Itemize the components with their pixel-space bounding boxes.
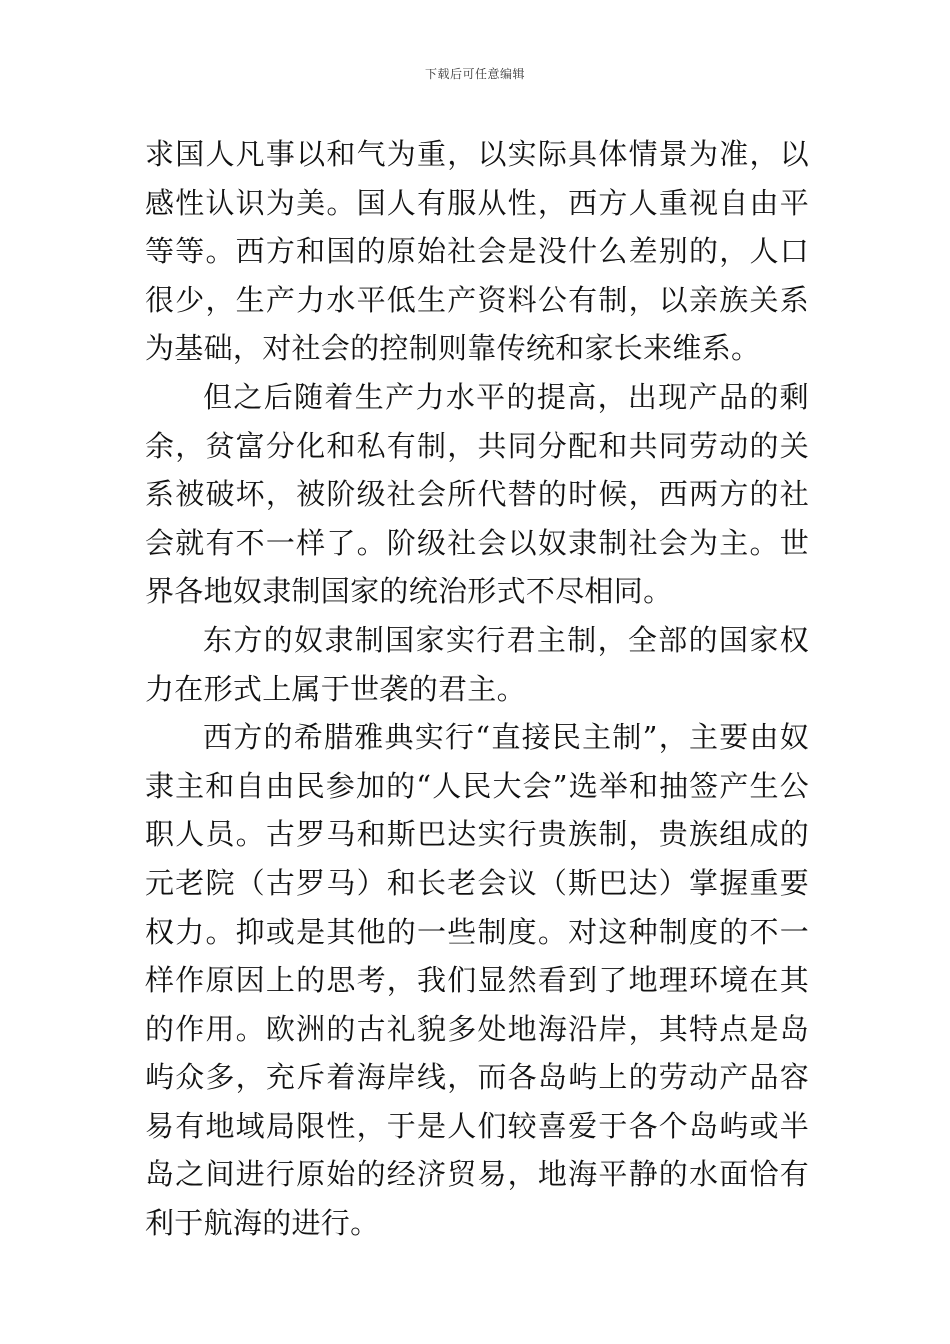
paragraph-western-democracy: 西方的希腊雅典实行“直接民主制”，主要由奴隶主和自由民参加的“人民大会”选举和抽签产生公职人员。古罗马和斯巴达实行贵族制，贵族组成的元老院（古罗马）和长老会议（斯巴达）掌握重要权力。抑或是其他的一些制度。对这种制度的不一样作原因上的思考，我们显然看到了地理环境在其的作用。欧洲的古礼貌多处地海沿岸，其特点是岛屿众多，充斥着海岸线，而各岛屿上的劳动产品容易有地域局限性，于是人们较喜爱于各个岛屿或半岛之间进行原始的经济贸易，地海平静的水面恰有利于航海的进行。 <box>145 720 809 1241</box>
body-text <box>145 130 809 1248</box>
paragraph-eastern-monarchy: 东方的奴隶制国家实行君主制，全部的国家权力在形式上属于世袭的君主。 <box>145 622 809 706</box>
paragraph-continuation: 求国人凡事以和气为重，以实际具体情景为准，以感性认识为美。国人有服从性，西方人重视自由平等等。西方和国的原始社会是没什么差别的，人口很少，生产力水平低生产资料公有制，以亲族关系为基础，对社会的控制则靠传统和家长来维系。 <box>145 137 809 366</box>
header-note: 下载后可任意编辑 <box>424 67 525 81</box>
paragraph-productivity: 但之后随着生产力水平的提高，出现产品的剩余，贫富分化和私有制，共同分配和共同劳动的关系被破坏，被阶级社会所代替的时候，西两方的社会就有不一样了。阶级社会以奴隶制社会为主。世界各地奴隶制国家的统治形式不尽相同。 <box>145 379 809 609</box>
